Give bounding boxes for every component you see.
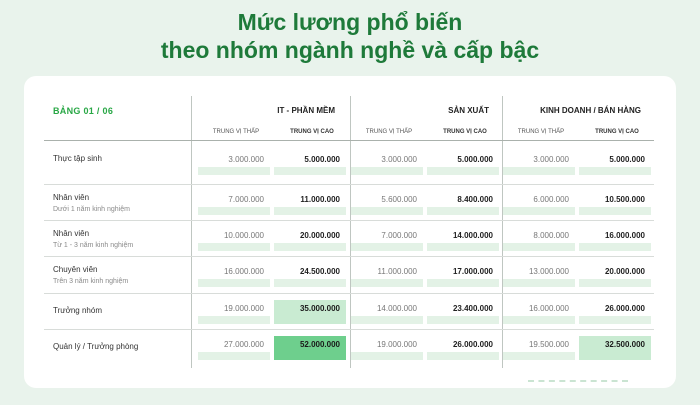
row-divider: [44, 184, 654, 185]
salary-value: 5.600.000: [381, 195, 417, 204]
salary-table-card: [24, 76, 676, 388]
salary-cell: [579, 227, 651, 251]
salary-cell: [351, 227, 423, 251]
salary-value: 26.000.000: [604, 304, 645, 313]
row-divider: [44, 293, 654, 294]
row-label-main: Nhân viên: [53, 229, 90, 238]
salary-cell: [351, 336, 423, 360]
salary-value: 5.000.000: [457, 155, 493, 164]
salary-value: 7.000.000: [228, 195, 264, 204]
salary-cell: [351, 263, 423, 287]
salary-cell: [503, 300, 575, 324]
salary-value: 52.000.000: [299, 340, 340, 349]
salary-cell: [579, 300, 651, 324]
sub-header-low: TRUNG VỊ THẤP: [365, 129, 413, 135]
salary-cell: [579, 151, 651, 175]
salary-value: 35.000.000: [299, 304, 340, 313]
salary-cell: [198, 227, 270, 251]
title-line-1: Mức lương phổ biến: [237, 9, 463, 35]
salary-value: 32.500.000: [604, 340, 645, 349]
salary-cell: [274, 300, 346, 324]
salary-cell: [427, 300, 499, 324]
row-label: [53, 228, 133, 252]
salary-cell: [198, 336, 270, 360]
salary-value: 10.000.000: [223, 231, 264, 240]
row-label-main: Nhân viên: [53, 193, 90, 202]
row-label-main: Quản lý / Trưởng phòng: [53, 342, 139, 351]
salary-value: 17.000.000: [452, 267, 493, 276]
salary-value: 20.000.000: [604, 267, 645, 276]
salary-cell: [198, 263, 270, 287]
salary-value: 3.000.000: [228, 155, 264, 164]
salary-cell: [274, 151, 346, 175]
salary-cell: [351, 191, 423, 215]
decoration-dashes: [528, 380, 628, 386]
salary-value: 20.000.000: [299, 231, 340, 240]
salary-value: 16.000.000: [223, 267, 264, 276]
salary-cell: [427, 191, 499, 215]
salary-value: 7.000.000: [381, 231, 417, 240]
salary-cell: [198, 151, 270, 175]
salary-cell: [351, 151, 423, 175]
salary-value: 3.000.000: [381, 155, 417, 164]
table-code: BẢNG 01 / 06: [53, 106, 114, 116]
group-header-sales: KINH DOANH / BÁN HÀNG: [540, 106, 641, 115]
salary-cell: [503, 227, 575, 251]
row-divider: [44, 329, 654, 330]
row-label: [53, 264, 128, 288]
salary-cell: [274, 227, 346, 251]
sub-header-low: TRUNG VỊ THẤP: [517, 129, 565, 135]
salary-value: 27.000.000: [223, 340, 264, 349]
salary-cell: [503, 191, 575, 215]
salary-value: 24.500.000: [299, 267, 340, 276]
salary-cell: [274, 336, 346, 360]
title-line-2: theo nhóm ngành nghề và cấp bậc: [160, 37, 540, 63]
row-label: [53, 341, 138, 353]
row-label-main: Trưởng nhóm: [53, 306, 102, 315]
salary-value: 11.000.000: [377, 267, 417, 276]
divider: [191, 96, 192, 368]
salary-cell: [274, 191, 346, 215]
salary-cell: [579, 263, 651, 287]
row-label: [53, 192, 130, 216]
salary-value: 8.400.000: [457, 195, 493, 204]
sub-header-low: TRUNG VỊ THẤP: [212, 129, 260, 135]
salary-cell: [427, 263, 499, 287]
row-label-main: Thực tập sinh: [53, 154, 102, 163]
salary-value: 3.000.000: [533, 155, 569, 164]
salary-cell: [579, 191, 651, 215]
row-label-main: Chuyên viên: [53, 265, 98, 274]
salary-value: 13.000.000: [528, 267, 569, 276]
row-divider: [44, 220, 654, 221]
salary-cell: [198, 191, 270, 215]
row-label: [53, 305, 102, 317]
salary-value: 23.400.000: [452, 304, 493, 313]
group-header-it: IT - PHẦN MỀM: [277, 106, 335, 115]
group-header-manufacturing: SẢN XUẤT: [448, 106, 489, 115]
salary-value: 19.500.000: [528, 340, 569, 349]
salary-value: 16.000.000: [604, 231, 645, 240]
salary-value: 14.000.000: [376, 304, 417, 313]
salary-value: 26.000.000: [452, 340, 493, 349]
salary-cell: [503, 151, 575, 175]
salary-cell: [427, 336, 499, 360]
salary-cell: [503, 263, 575, 287]
salary-value: 14.000.000: [452, 231, 493, 240]
sub-header-high: TRUNG VỊ CAO: [290, 129, 334, 135]
salary-value: 5.000.000: [304, 155, 340, 164]
salary-value: 19.000.000: [223, 304, 264, 313]
salary-cell: [351, 300, 423, 324]
salary-cell: [427, 151, 499, 175]
salary-value: 6.000.000: [533, 195, 569, 204]
header-divider: [44, 140, 654, 141]
row-label-sub: Từ 1 - 3 năm kinh nghiệm: [53, 242, 134, 249]
page-title: [0, 8, 700, 64]
salary-value: 8.000.000: [533, 231, 569, 240]
salary-cell: [274, 263, 346, 287]
row-label-sub: Trên 3 năm kinh nghiệm: [53, 278, 129, 285]
salary-cell: [579, 336, 651, 360]
sub-header-high: TRUNG VỊ CAO: [595, 129, 639, 135]
salary-cell: [503, 336, 575, 360]
salary-value: 11.000.000: [300, 195, 340, 204]
sub-header-high: TRUNG VỊ CAO: [443, 129, 487, 135]
salary-cell: [198, 300, 270, 324]
row-label: [53, 153, 102, 165]
salary-cell: [427, 227, 499, 251]
row-divider: [44, 256, 654, 257]
salary-value: 5.000.000: [609, 155, 645, 164]
row-label-sub: Dưới 1 năm kinh nghiệm: [53, 206, 130, 213]
salary-value: 19.000.000: [376, 340, 417, 349]
salary-value: 10.500.000: [604, 195, 645, 204]
salary-value: 16.000.000: [528, 304, 569, 313]
